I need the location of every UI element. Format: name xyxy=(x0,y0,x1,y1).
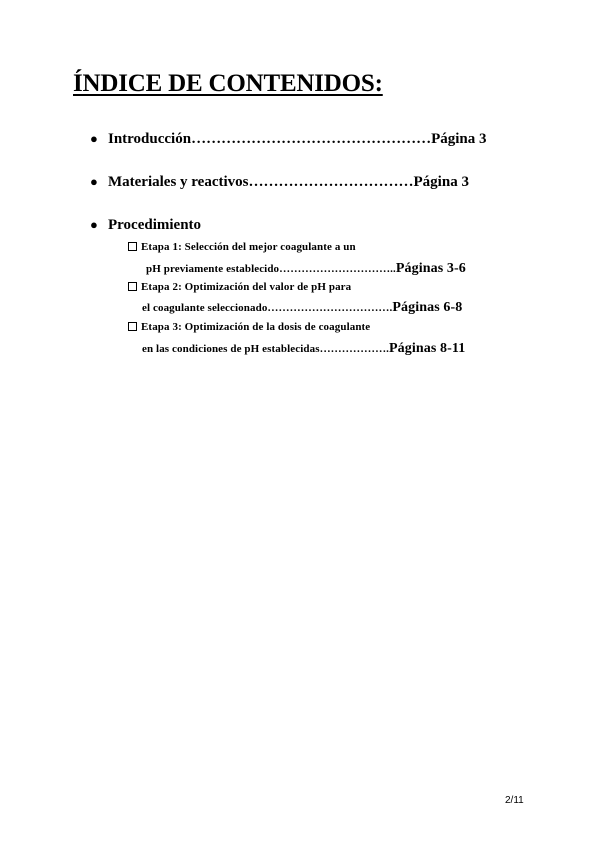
toc-subitem-etapa-1 xyxy=(128,241,356,253)
toc-item-procedimiento xyxy=(90,217,201,234)
toc-leader-dots: ………………………….. xyxy=(279,263,396,275)
checkbox-icon xyxy=(128,282,137,291)
toc-leader-dots: ………………………………………… xyxy=(191,131,432,147)
bullet-icon: ● xyxy=(90,174,98,189)
toc-subitem-etapa-3 xyxy=(128,321,370,333)
toc-subitem-line1: Etapa 2: Optimización del valor de pH para xyxy=(141,281,352,293)
toc-subitem-line1: Etapa 3: Optimización de la dosis de coagulante xyxy=(141,321,371,333)
toc-item-introduccion xyxy=(90,131,487,148)
toc-item-label: Introducción xyxy=(108,131,192,147)
toc-subitem-line2: pH previamente establecido xyxy=(146,263,280,275)
toc-subitem-etapa-2-continuation xyxy=(142,300,462,316)
toc-subitem-line2: en las condiciones de pH establecidas xyxy=(142,343,320,355)
toc-item-label: Materiales y reactivos xyxy=(108,174,249,190)
toc-subitem-page: Páginas 3-6 xyxy=(395,261,466,276)
toc-leader-dots: ………………. xyxy=(319,343,390,355)
toc-subitem-etapa-1-continuation xyxy=(146,261,466,277)
page-number: 2/11 xyxy=(505,795,524,806)
toc-leader-dots: …………………………… xyxy=(248,174,414,190)
bullet-icon: ● xyxy=(90,217,98,232)
checkbox-icon xyxy=(128,322,137,331)
page-title: ÍNDICE DE CONTENIDOS: xyxy=(73,70,383,97)
toc-subitem-line1: Etapa 1: Selección del mejor coagulante a un xyxy=(141,241,356,253)
toc-item-page: Página 3 xyxy=(431,131,487,147)
toc-subitem-page: Páginas 6-8 xyxy=(392,300,463,315)
bullet-icon: ● xyxy=(90,131,98,146)
checkbox-icon xyxy=(128,242,137,251)
toc-item-label: Procedimiento xyxy=(108,217,202,233)
toc-leader-dots: ……………………………. xyxy=(267,302,393,314)
toc-item-page: Página 3 xyxy=(413,174,469,190)
toc-subitem-etapa-3-continuation xyxy=(142,341,465,357)
toc-item-materiales xyxy=(90,174,469,191)
toc-subitem-etapa-2 xyxy=(128,281,351,293)
toc-subitem-page: Páginas 8-11 xyxy=(389,341,466,356)
toc-subitem-line2: el coagulante seleccionado xyxy=(142,302,268,314)
